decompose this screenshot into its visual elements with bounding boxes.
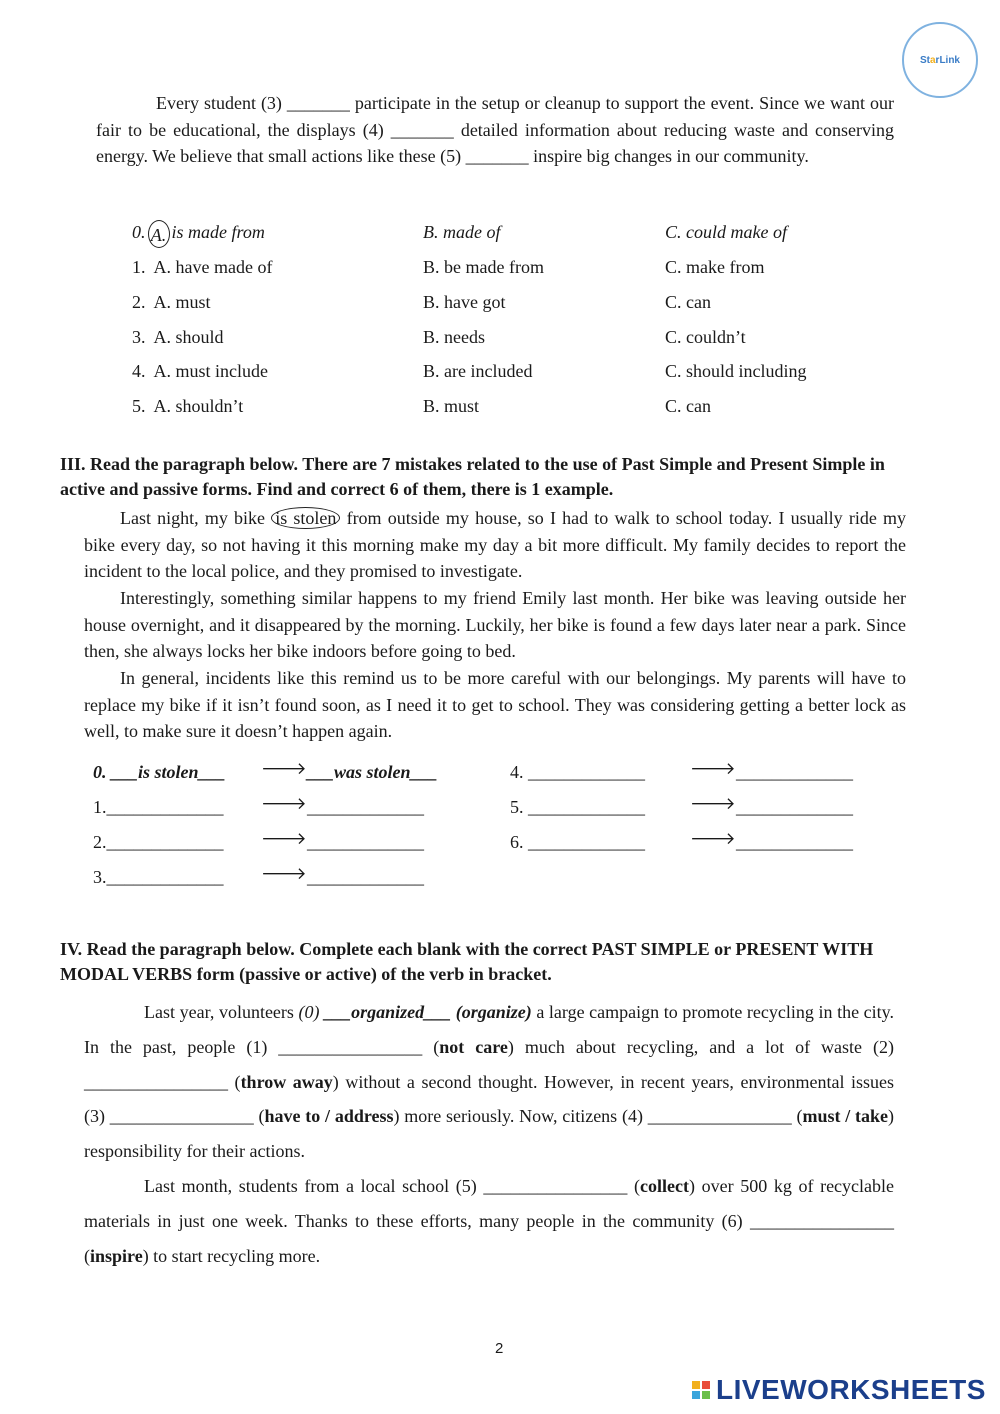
correction-row[interactable]: 2._____________ xyxy=(93,832,224,852)
correction-answer[interactable]: _____________ xyxy=(736,762,853,782)
liveworksheets-icon xyxy=(692,1381,710,1399)
correction-answer[interactable]: _____________ xyxy=(736,797,853,817)
arrow-icon: 🡒 xyxy=(261,794,307,814)
correction-row[interactable]: 3._____________ xyxy=(93,867,224,887)
correction-row[interactable]: 4. _____________ xyxy=(510,762,645,782)
option-b: B. are included xyxy=(423,361,533,381)
section-4-heading: IV. Read the paragraph below. Complete each blank with the correct PAST SIMPLE or PRESENT WITH MODAL VERBS form (passive or active) of the verb in bracket. xyxy=(60,939,874,984)
correction-example-right: ___was stolen___ xyxy=(307,762,438,782)
option-b: B. have got xyxy=(423,292,506,312)
section-3-heading: III. Read the paragraph below. There are 7 mistakes related to the use of Past Simple and Present Simple in active and passive forms. Find and correct 6 of them, there is 1 example. xyxy=(60,454,885,499)
logo-text: StarLink xyxy=(919,54,960,66)
section-3-paragraph-1: Last night, my bike is stolen from outside my house, so I had to walk to school today. I usually ride my bike every day, so not having it this morning make my day a bit more difficult. My family decides to report the incident to the local police, and they promised to investigate. xyxy=(84,508,906,581)
option-b: B. made of xyxy=(423,222,501,242)
blank-6[interactable]: ________________ xyxy=(750,1210,894,1231)
section-4-paragraph-2: Last month, students from a local school (5) ________________ (collect) over 500 kg of recyclable materials in just one week. Thanks to these efforts, many people in the community (6) ________________ (inspire) to start recycling more. xyxy=(84,1176,895,1266)
option-b: B. needs xyxy=(423,327,485,347)
blank-3[interactable]: ________________ xyxy=(109,1106,254,1127)
blank-5[interactable]: ________________ xyxy=(483,1176,628,1196)
arrow-icon: 🡒 xyxy=(261,759,307,779)
blank-2[interactable]: ________________ xyxy=(84,1071,228,1092)
arrow-icon: 🡒 xyxy=(261,864,307,884)
option-c: C. could make of xyxy=(665,222,787,242)
section-3-paragraph-2: Interestingly, something similar happens to my friend Emily last month. Her bike was leaving outside her house overnight, and it disappeared by the morning. Luckily, her bike is found a few days later near a park. Since then, she always locks her bike indoors before going to bed. xyxy=(84,588,906,661)
correction-row[interactable]: 1._____________ xyxy=(93,797,224,817)
option-row: 3. A. should xyxy=(132,327,224,347)
option-row: 2. A. must xyxy=(132,292,211,312)
option-b: B. must xyxy=(423,396,480,416)
option-c: C. couldn’t xyxy=(665,327,746,347)
option-c: C. make from xyxy=(665,257,765,277)
correction-example-wrong: 0. ___is stolen___ xyxy=(93,762,226,782)
option-c: C. can xyxy=(665,292,711,312)
option-c: C. can xyxy=(665,396,711,416)
page-number: 2 xyxy=(495,1340,504,1357)
correction-row[interactable]: 5. _____________ xyxy=(510,797,645,817)
circled-mistake: is stolen xyxy=(271,507,340,529)
arrow-icon: 🡒 xyxy=(261,829,307,849)
correction-answer[interactable]: _____________ xyxy=(736,832,853,852)
liveworksheets-logo xyxy=(692,1374,986,1406)
arrow-icon: 🡒 xyxy=(690,794,736,814)
option-c: C. should including xyxy=(665,361,807,381)
option-row: 4. A. must include xyxy=(132,361,269,381)
brand-name: LIVEWORKSHEETS xyxy=(716,1374,986,1405)
section-4-paragraph-1: Last year, volunteers (0) ___organized___ (organize) a large campaign to promote recycling in the city. In the past, people (1) ________________ (not care) much about recycling, and a lot of waste (2) ________________ (throw away) without a second thought. However, in recent years, environmental issues (3) ________________ (have to / address) more seriously. Now, citizens (4) ________________ (must / take) responsibility for their actions. xyxy=(84,1002,895,1162)
arrow-icon: 🡒 xyxy=(690,759,736,779)
correction-answer[interactable]: _____________ xyxy=(307,832,424,852)
blank-4[interactable]: ________________ xyxy=(647,1106,792,1127)
arrow-icon: 🡒 xyxy=(690,829,736,849)
circled-answer: A. xyxy=(148,220,170,248)
option-row: 5. A. shouldn’t xyxy=(132,396,244,416)
correction-answer[interactable]: _____________ xyxy=(307,867,424,887)
starlink-logo xyxy=(902,22,978,98)
option-b: B. be made from xyxy=(423,257,544,277)
correction-row[interactable]: 6. _____________ xyxy=(510,832,645,852)
option-row: 1. A. have made of xyxy=(132,257,273,277)
intro-paragraph: Every student (3) _______ participate in the setup or cleanup to support the event. Since we want our fair to be educational, the displays (4) _______ detailed information about reducing waste and conserving energy. We believe that small actions like these (5) _______ inspire big changes in our community. xyxy=(96,93,894,166)
blank-1[interactable]: ________________ xyxy=(278,1036,423,1057)
section-3-paragraph-3: In general, incidents like this remind us to be more careful with our belongings. My parents will have to replace my bike if it isn’t found soon, as I need it to get to school. They was considering getting a better lock as well, to make sure it doesn’t happen again. xyxy=(84,668,906,741)
correction-answer[interactable]: _____________ xyxy=(307,797,424,817)
option-row-example: 0. A. is made from xyxy=(132,219,265,245)
